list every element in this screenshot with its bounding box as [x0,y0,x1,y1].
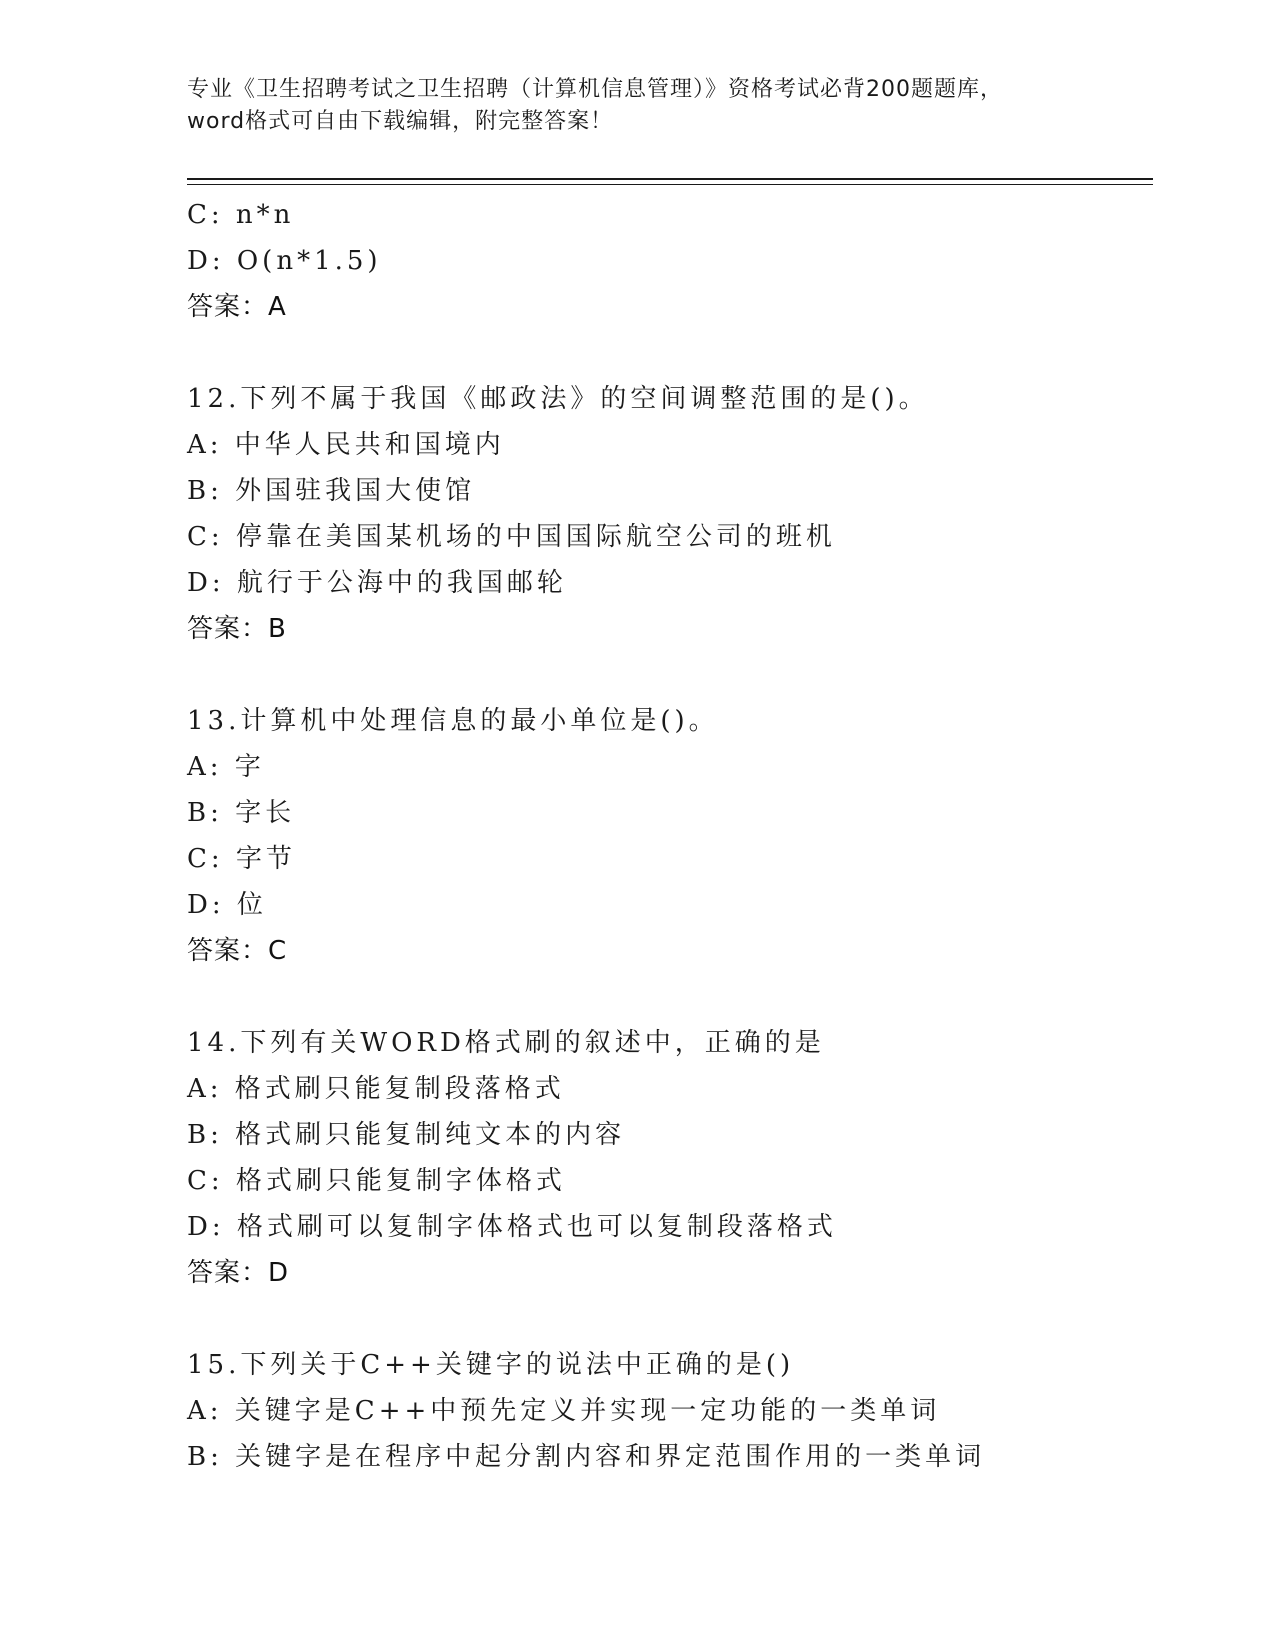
option-b: B: 字长 [187,798,296,828]
option-b: B: 外国驻我国大使馆 [187,476,476,506]
header-title-line-2: word格式可自由下载编辑，附完整答案！ [187,109,614,134]
option-c: C: 停靠在美国某机场的中国国际航空公司的班机 [187,522,836,552]
answer-line: 答案：A [187,292,287,322]
option-b: B: 关键字是在程序中起分割内容和界定范围作用的一类单词 [187,1442,986,1472]
option-a: A: 格式刷只能复制段落格式 [187,1074,565,1104]
header-title-line-1: 专业《卫生招聘考试之卫生招聘（计算机信息管理）》资格考试必背200题题库， [187,77,1003,102]
answer-line: 答案：C [187,936,288,966]
option-b: B: 格式刷只能复制纯文本的内容 [187,1120,626,1150]
option-a: A: 中华人民共和国境内 [187,430,505,460]
question-stem-13: 13.计算机中处理信息的最小单位是()。 [187,706,719,736]
option-a: A: 关键字是C++中预先定义并实现一定功能的一类单词 [187,1396,941,1426]
question-stem-12: 12.下列不属于我国《邮政法》的空间调整范围的是()。 [187,384,929,414]
answer-line: 答案：D [187,1258,290,1288]
option-d: D: O(n*1.5) [187,246,382,276]
option-a: A: 字 [187,752,265,782]
question-list [187,192,1187,1480]
option-d: D: 航行于公海中的我国邮轮 [187,568,567,598]
option-d: D: 位 [187,890,267,920]
option-d: D: 格式刷可以复制字体格式也可以复制段落格式 [187,1212,837,1242]
option-c: C: 格式刷只能复制字体格式 [187,1166,566,1196]
option-c: C: n*n [187,200,295,230]
option-c: C: 字节 [187,844,296,874]
question-stem-14: 14.下列有关WORD格式刷的叙述中，正确的是 [187,1028,825,1058]
header-divider-thin [187,184,1153,185]
header-divider-thick [187,178,1153,180]
document-header [187,74,1087,138]
answer-line: 答案：B [187,614,287,644]
question-stem-15: 15.下列关于C++关键字的说法中正确的是() [187,1350,795,1380]
